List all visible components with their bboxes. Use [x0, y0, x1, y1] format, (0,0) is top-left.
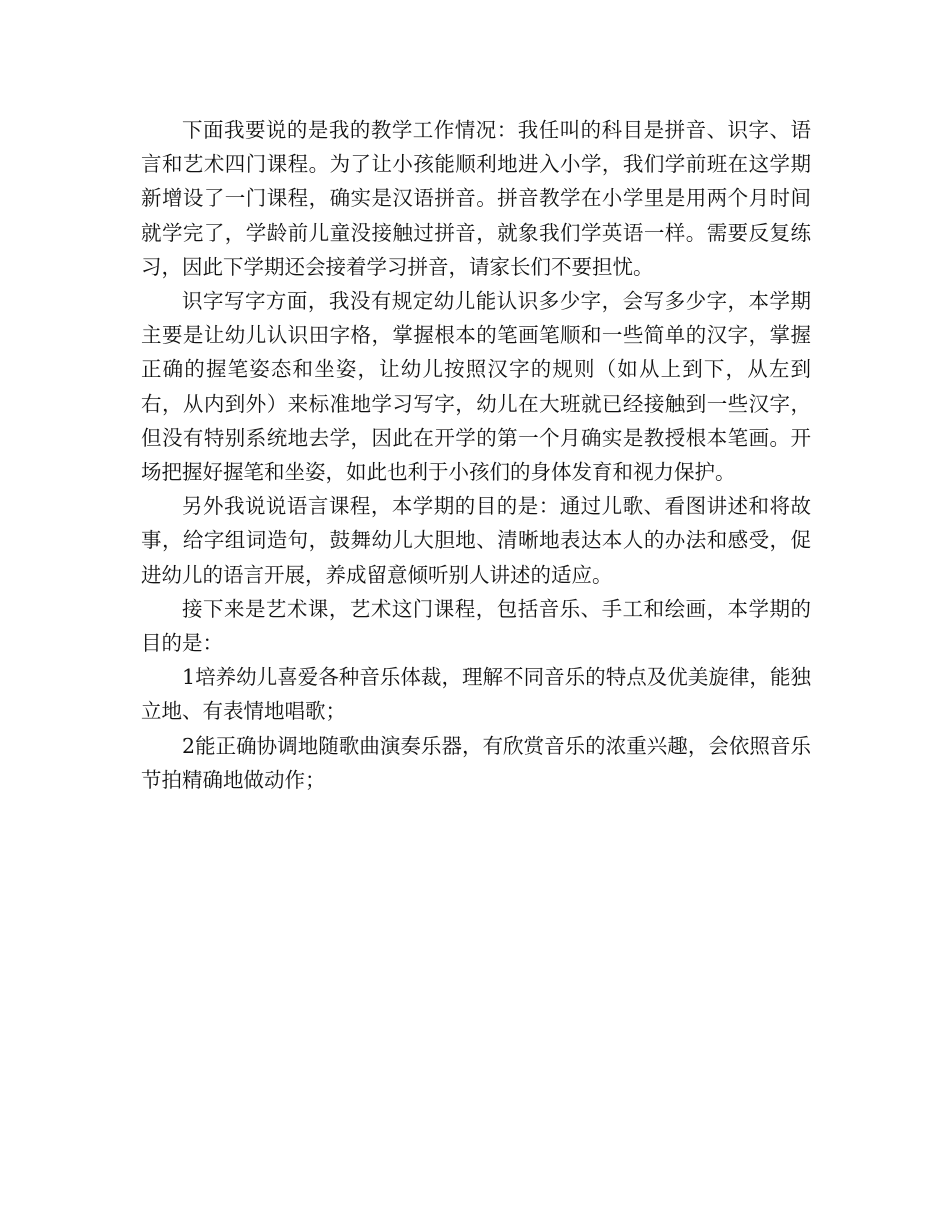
- paragraph-language-course: 另外我说说语言课程，本学期的目的是：通过儿歌、看图讲述和将故事，给字组词造句，鼓舞幼儿大胆地、清晰地表达本人的办法和感受，促进幼儿的语言开展，养成留意倾听别人讲述的适应。: [141, 494, 811, 587]
- paragraph-teaching-overview: 下面我要说的是我的教学工作情况：我任叫的科目是拼音、识字、语言和艺术四门课程。为了让小孩能顺利地进入小学，我们学前班在这学期新增设了一门课程，确实是汉语拼音。拼音教学在小学里是用两个月时间就学完了，学龄前儿童没接触过拼音，就象我们学英语一样。需要反复练习，因此下学期还会接着学习拼音，请家长们不要担忧。: [141, 118, 811, 279]
- document-body: [141, 113, 811, 797]
- paragraph-art-goal-1: 1培养幼儿喜爱各种音乐体裁，理解不同音乐的特点及优美旋律，能独立地、有表情地唱歌；: [141, 665, 811, 724]
- paragraph-art-course: 接下来是艺术课，艺术这门课程，包括音乐、手工和绘画，本学期的目的是：: [141, 596, 811, 656]
- paragraph-literacy-writing: 识字写字方面，我没有规定幼儿能认识多少字，会写多少字，本学期主要是让幼儿认识田字格，掌握根本的笔画笔顺和一些简单的汉字，掌握正确的握笔姿态和坐姿，让幼儿按照汉字的规则（如从上到下，从左到右，从内到外）来标准地学习写字，幼儿在大班就已经接触到一些汉字，但没有特别系统地去学，因此在开学的第一个月确实是教授根本笔画。开场把握好握笔和坐姿，如此也利于小孩们的身体发育和视力保护。: [141, 289, 811, 485]
- paragraph-art-goal-2: 2能正确协调地随歌曲演奏乐器，有欣赏音乐的浓重兴趣，会依照音乐节拍精确地做动作；: [141, 733, 811, 792]
